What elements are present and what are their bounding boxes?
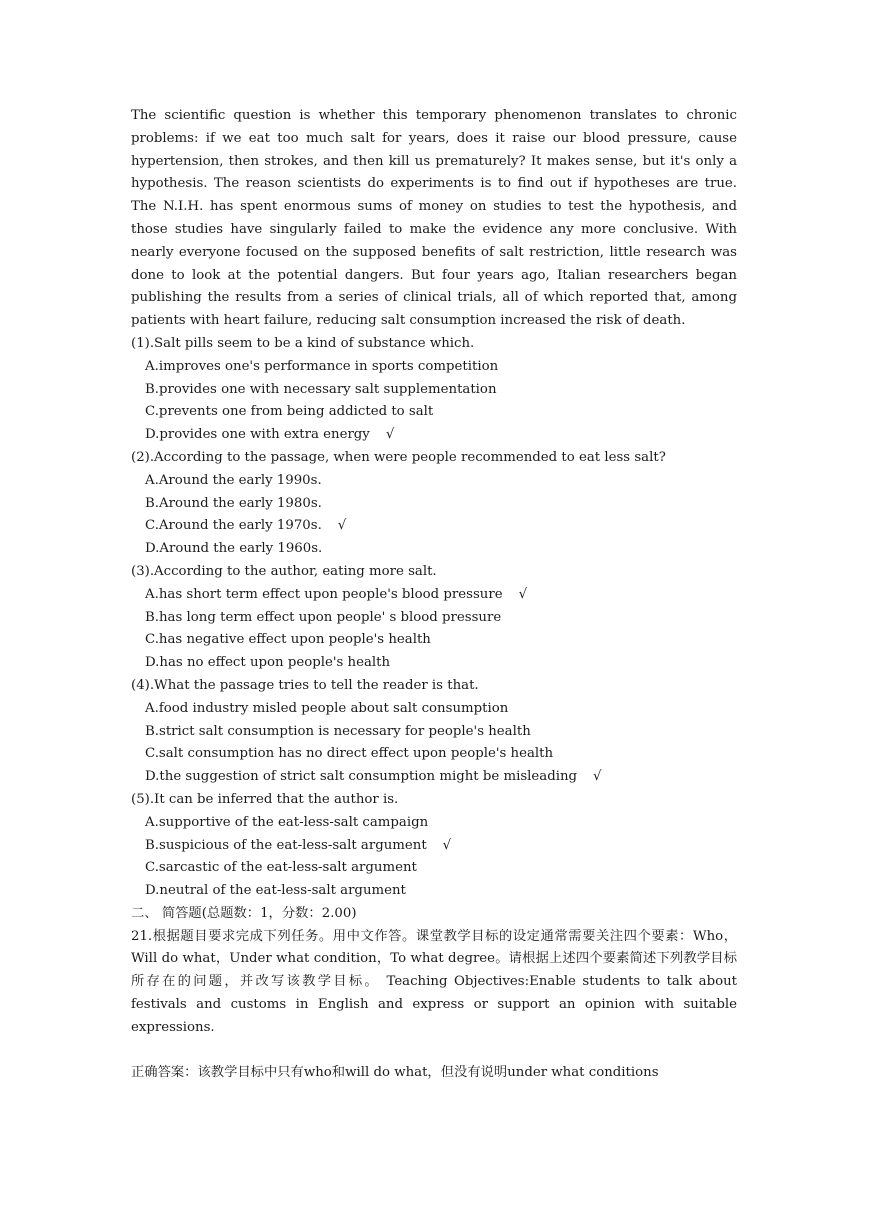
option-d: D.has no effect upon people's health <box>145 655 391 671</box>
check-mark: √ <box>593 769 602 785</box>
spacer <box>131 1040 737 1063</box>
option-a: A.Around the early 1990s. <box>145 472 322 488</box>
option-b: B.strict salt consumption is necessary for people's health <box>145 723 531 739</box>
question-1 <box>131 333 737 447</box>
reading-passage: The scientific question is whether this temporary phenomenon translates to chronic problems: if we eat too much salt for years, does it raise our blood pressure, cause hypertension, then strokes, and then kill us prematurely? It makes sense, but it's only a hypothesis. The reason scientists do experiments is to find out if hypotheses are true. The N.I.H. has spent enormous sums of money on studies to test the hypothesis, and those studies have singularly failed to make the evidence any more conclusive. With nearly everyone focused on the supposed benefits of salt restriction, little research was done to look at the potential dangers. But four years ago, Italian researchers began publishing the results from a series of clinical trials, all of which reported that, among patients with heart failure, reducing salt consumption increased the risk of death. <box>131 108 737 329</box>
option-c: C.salt consumption has no direct effect upon people's health <box>145 746 554 762</box>
option-d: D.Around the early 1960s. <box>145 541 323 557</box>
question-stem: (4).What the passage tries to tell the reader is that. <box>131 677 479 693</box>
option-b: B.suspicious of the eat-less-salt argument √ <box>145 837 452 853</box>
question-stem: (5).It can be inferred that the author is. <box>131 791 399 807</box>
option-d: D.the suggestion of strict salt consumption might be misleading √ <box>145 769 602 785</box>
check-mark: √ <box>385 427 395 443</box>
option-b: B.Around the early 1980s. <box>145 495 322 511</box>
option-c: C.has negative effect upon people's health <box>145 632 431 648</box>
question-2 <box>131 447 737 561</box>
question-3 <box>131 561 737 675</box>
question-stem: (1).Salt pills seem to be a kind of substance which. <box>131 335 475 351</box>
option-d: D.provides one with extra energy √ <box>145 427 395 443</box>
option-b: B.provides one with necessary salt supplementation <box>145 381 497 397</box>
question-5 <box>131 789 737 903</box>
question-4 <box>131 675 737 789</box>
option-b: B.has long term effect upon people' s blood pressure <box>145 609 502 625</box>
option-d: D.neutral of the eat-less-salt argument <box>145 883 406 899</box>
section-heading: 二、 简答题(总题数：1，分数：2.00) <box>131 905 357 921</box>
check-mark: √ <box>442 837 452 853</box>
check-mark: √ <box>337 518 347 534</box>
option-a: A.improves one's performance in sports competition <box>145 358 499 374</box>
question-stem: (3).According to the author, eating more salt. <box>131 563 437 579</box>
option-a: A.supportive of the eat-less-salt campaign <box>145 814 429 830</box>
option-c: C.prevents one from being addicted to salt <box>145 404 434 420</box>
correct-answer: 正确答案：该教学目标中只有who和will do what，但没有说明under what conditions <box>131 1065 659 1081</box>
option-c: C.sarcastic of the eat-less-salt argument <box>145 860 417 876</box>
question-stem: (2).According to the passage, when were people recommended to eat less salt? <box>131 449 666 465</box>
check-mark: √ <box>518 586 528 602</box>
document-page <box>131 105 737 1085</box>
short-answer-question: 21.根据题目要求完成下列任务。用中文作答。课堂教学目标的设定通常需要关注四个要素：Who，Will do what，Under what condition，To what degree。请根据上述四个要素简述下列教学目标所存在的问题，并改写该教学目标。 Teaching Objectives:Enable students to talk about festivals and customs in English and express or support an opinion with suitable expressions. <box>131 928 737 1035</box>
option-c: C.Around the early 1970s. √ <box>145 518 347 534</box>
option-a: A.has short term effect upon people's blood pressure √ <box>145 586 528 602</box>
option-a: A.food industry misled people about salt consumption <box>145 700 509 716</box>
